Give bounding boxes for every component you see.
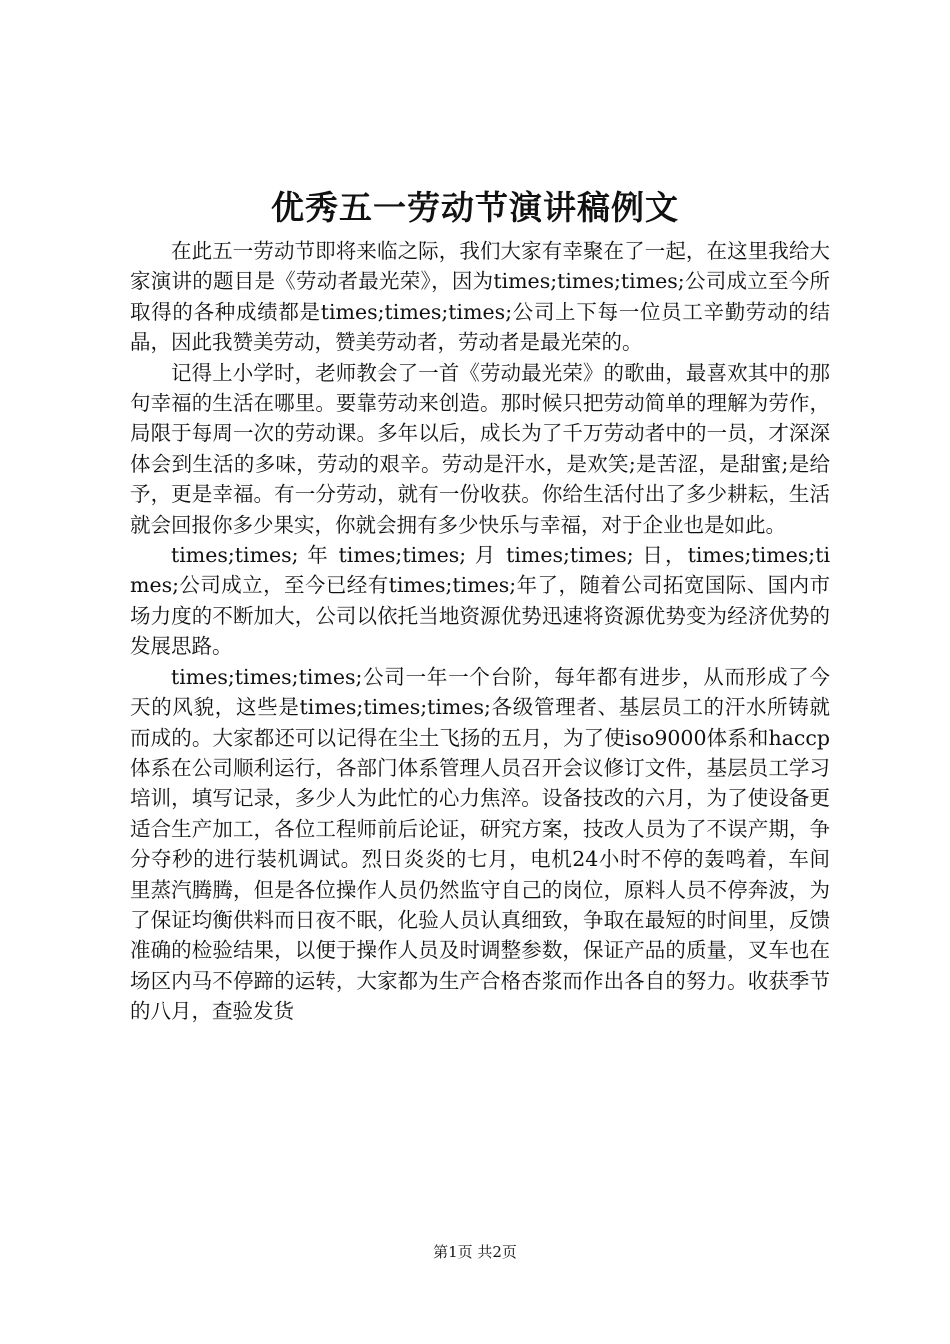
page-number-footer: 第1页 共2页 [433,1243,517,1261]
document-body [130,236,830,1027]
paragraph-1: 在此五一劳动节即将来临之际，我们大家有幸聚在了一起，在这里我给大家演讲的题目是《劳动者最光荣》，因为times;times;times;公司成立至今所取得的各种成绩都是times;times;times;公司上下每一位员工辛勤劳动的结晶，因此我赞美劳动，赞美劳动者，劳动者是最光荣的。 [130,239,830,355]
paragraph-2: 记得上小学时，老师教会了一首《劳动最光荣》的歌曲，最喜欢其中的那句幸福的生活在哪里。要靠劳动来创造。那时候只把劳动简单的理解为劳作，局限于每周一次的劳动课。多年以后，成长为了千万劳动者中的一员，才深深体会到生活的多味，劳动的艰辛。劳动是汗水，是欢笑;是苦涩，是甜蜜;是给予，更是幸福。有一分劳动，就有一份收获。你给生活付出了多少耕耘，生活就会回报你多少果实，你就会拥有多少快乐与幸福，对于企业也是如此。 [130,360,830,537]
paragraph-4: times;times;times;公司一年一个台阶，每年都有进步，从而形成了今天的风貌，这些是times;times;times;各级管理者、基层员工的汗水所铸就而成的。大家都还可以记得在尘土飞扬的五月，为了使iso9000体系和haccp体系在公司顺利运行，各部门体系管理人员召开会议修订文件，基层员工学习培训，填写记录，多少人为此忙的心力焦淬。设备技改的六月，为了使设备更适合生产加工，各位工程师前后论证，研究方案，技改人员为了不误产期，争分夺秒的进行装机调试。烈日炎炎的七月，电机24小时不停的轰鸣着，车间里蒸汽腾腾，但是各位操作人员仍然监守自己的岗位，原料人员不停奔波，为了保证均衡供料而日夜不眠，化验人员认真细致，争取在最短的时间里，反馈准确的检验结果，以便于操作人员及时调整参数，保证产品的质量，叉车也在场区内马不停蹄的运转，大家都为生产合格杏浆而作出各自的努力。收获季节的八月，查验发货 [130,664,830,1024]
document-title: 优秀五一劳动节演讲稿例文 [271,188,679,227]
paragraph-3: times;times; 年 times;times; 月 times;times; 日，times;times;times;公司成立，至今已经有times;times;年了，随着公司拓宽国际、国内市场力度的不断加大，公司以依托当地资源优势迅速将资源优势变为经济优势的发展思路。 [130,543,830,659]
